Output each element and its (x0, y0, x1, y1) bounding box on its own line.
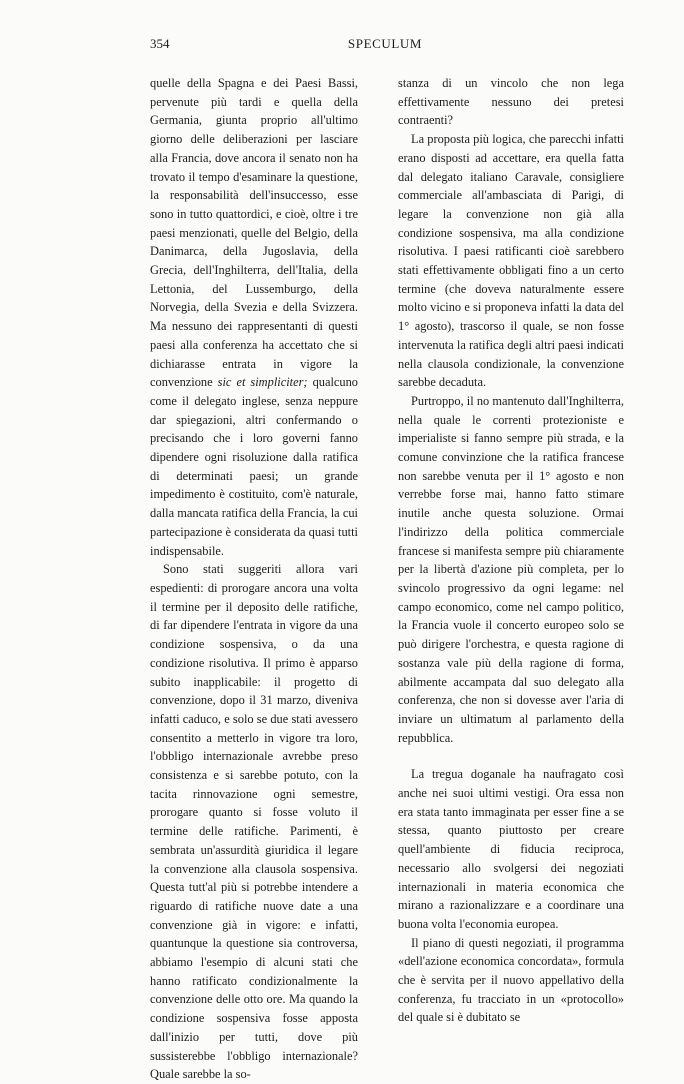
paragraph-text: quelle della Spagna e dei Paesi Bassi, pervenute più tardi e quella della Germania, giunta proprio all'ultimo giorno delle deliberazioni per lasciare alla Francia, dove ancora il senato non ha trovato il tempo d'esaminare la questione, la responsabilità dell'insuccesso, esse sono in tutto quattordici, e cioè, oltre i tre paesi menzionati, quelle del Belgio, della Danimarca, della Jugoslavia, della Grecia, dell'Inghilterra, dell'Italia, della Lettonia, del Lussemburgo, della Norvegia, della Svezia e della Svizzera. Ma nessuno dei rappresentanti di questi paesi alla conferenza ha accettato che si dichiarasse entrata in vigore la convenzione (150, 76, 358, 390)
paragraph: Purtroppo, il no mantenuto dall'Inghilterra, nella quale le correnti protezioniste e imperialiste si fanno sempre più strada, e la comune convinzione che la ratifica francese non sarebbe venuta per il 1° agosto e non verrebbe forse mai, hanno fatto stimare inutile anche questa soluzione. Ormai l'indirizzo della politica commerciale francese si manifesta sempre più chiaramente per la libertà d'azione più completa, per lo svincolo progressivo da ogni legame: nel campo economico, come nel campo politico, la Francia vuole il concerto europeo solo se può dirigere l'orchestra, e questa ragione di sostanza vale più della ragione di forma, abilmente accampata dal suo delegato alla conferenza, che non si dovesse aver l'aria di inviare un ultimatum al parlamento della repubblica. (398, 393, 624, 745)
paragraph-text: qualcuno come il delegato inglese, senza neppure dar spiegazioni, altri confermando o precisando che i loro governi fanno dipendere ogni risoluzione dalla ratifica di determinati paesi; un grande impedimento è costituito, com'è naturale, dalla mancata ratifica della Francia, la cui partecipazione è considerata da quasi tutti indispensabile. (150, 375, 358, 558)
running-header (150, 36, 620, 56)
paragraph: La tregua doganale ha naufragato così anche nei suoi ultimi vestigi. Ora essa non era stata tanto immaginata per esser fine a se stessa, quanto piuttosto per creare quell'ambiente di fiducia reciproca, necessario allo svolgersi dei negoziati internazionali in materia economica che mirano a razionalizzare e a coordinare una buona volta l'economia europea. (398, 767, 624, 931)
section-gap (398, 747, 624, 765)
latin-phrase: sic et simpliciter; (217, 375, 308, 390)
running-title: SPECULUM (347, 36, 423, 51)
paragraph: Il piano di questi negoziati, il programma «dell'azione economica concordata», formula che è servita per il nuovo appellativo della conferenza, fu tracciato in un «protocollo» del quale si è dubitato se (398, 935, 624, 1025)
paragraph: Sono stati suggeriti allora vari espedienti: di prorogare ancora una volta il termine per il deposito delle ratifiche, di far dipendere l'entrata in vigore da una condizione sospensiva, o da una condizione risolutiva. Il primo è apparso subito inapplicabile: il progetto di convenzione, dopo il 31 marzo, diveniva infatti caduco, e solo se due stati avessero consentito a metterlo in vigore tra loro, l'obbligo internazionale avrebbe preso consistenza e si sarebbe potuto, con la tacita rinnovazione ogni semestre, prorogare quanto si fosse voluto il termine delle ratifiche. Parimenti, è sembrata un'assurdità giuridica il legare la convenzione alla clausola sospensiva. Questa tutt'al più si potrebbe intendere a riguardo di ratifiche nuove date a una convenzione già in vigore: e infatti, quantunque la questione sia controversa, abbiamo l'esempio di alcuni stati che hanno ratificato condizionalmente la convenzione delle otto ore. Ma quando la condizione sospensiva fosse apposta dall'inizio per tutti, dove più sussisterebbe l'obbligo internazionale? Quale sarebbe la so- (150, 562, 358, 1082)
paragraph: La proposta più logica, che parecchi infatti erano disposti ad accettare, era quella fatta dal delegato italiano Caravale, consigliere commerciale all'ambasciata di Parigi, di legare la convenzione non già alla condizione sospensiva, ma alla condizione risolutiva. I paesi ratificanti cioè sarebbero stati effettivamente obbligati fino a un certo termine (che doveva naturalmente essere molto vicino e si proponeva infatti la data del 1° agosto), trascorso il quale, se non fosse intervenuta la ratifica degli altri paesi indicati nella clausola condizionale, la convenzione sarebbe decaduta. (398, 132, 624, 390)
right-column (398, 74, 624, 1027)
paragraph: stanza di un vincolo che non lega effettivamente nessuno dei pretesi contraenti? (398, 76, 624, 128)
left-column (150, 74, 358, 1084)
page-number: 354 (150, 36, 170, 51)
paragraph (150, 74, 358, 560)
